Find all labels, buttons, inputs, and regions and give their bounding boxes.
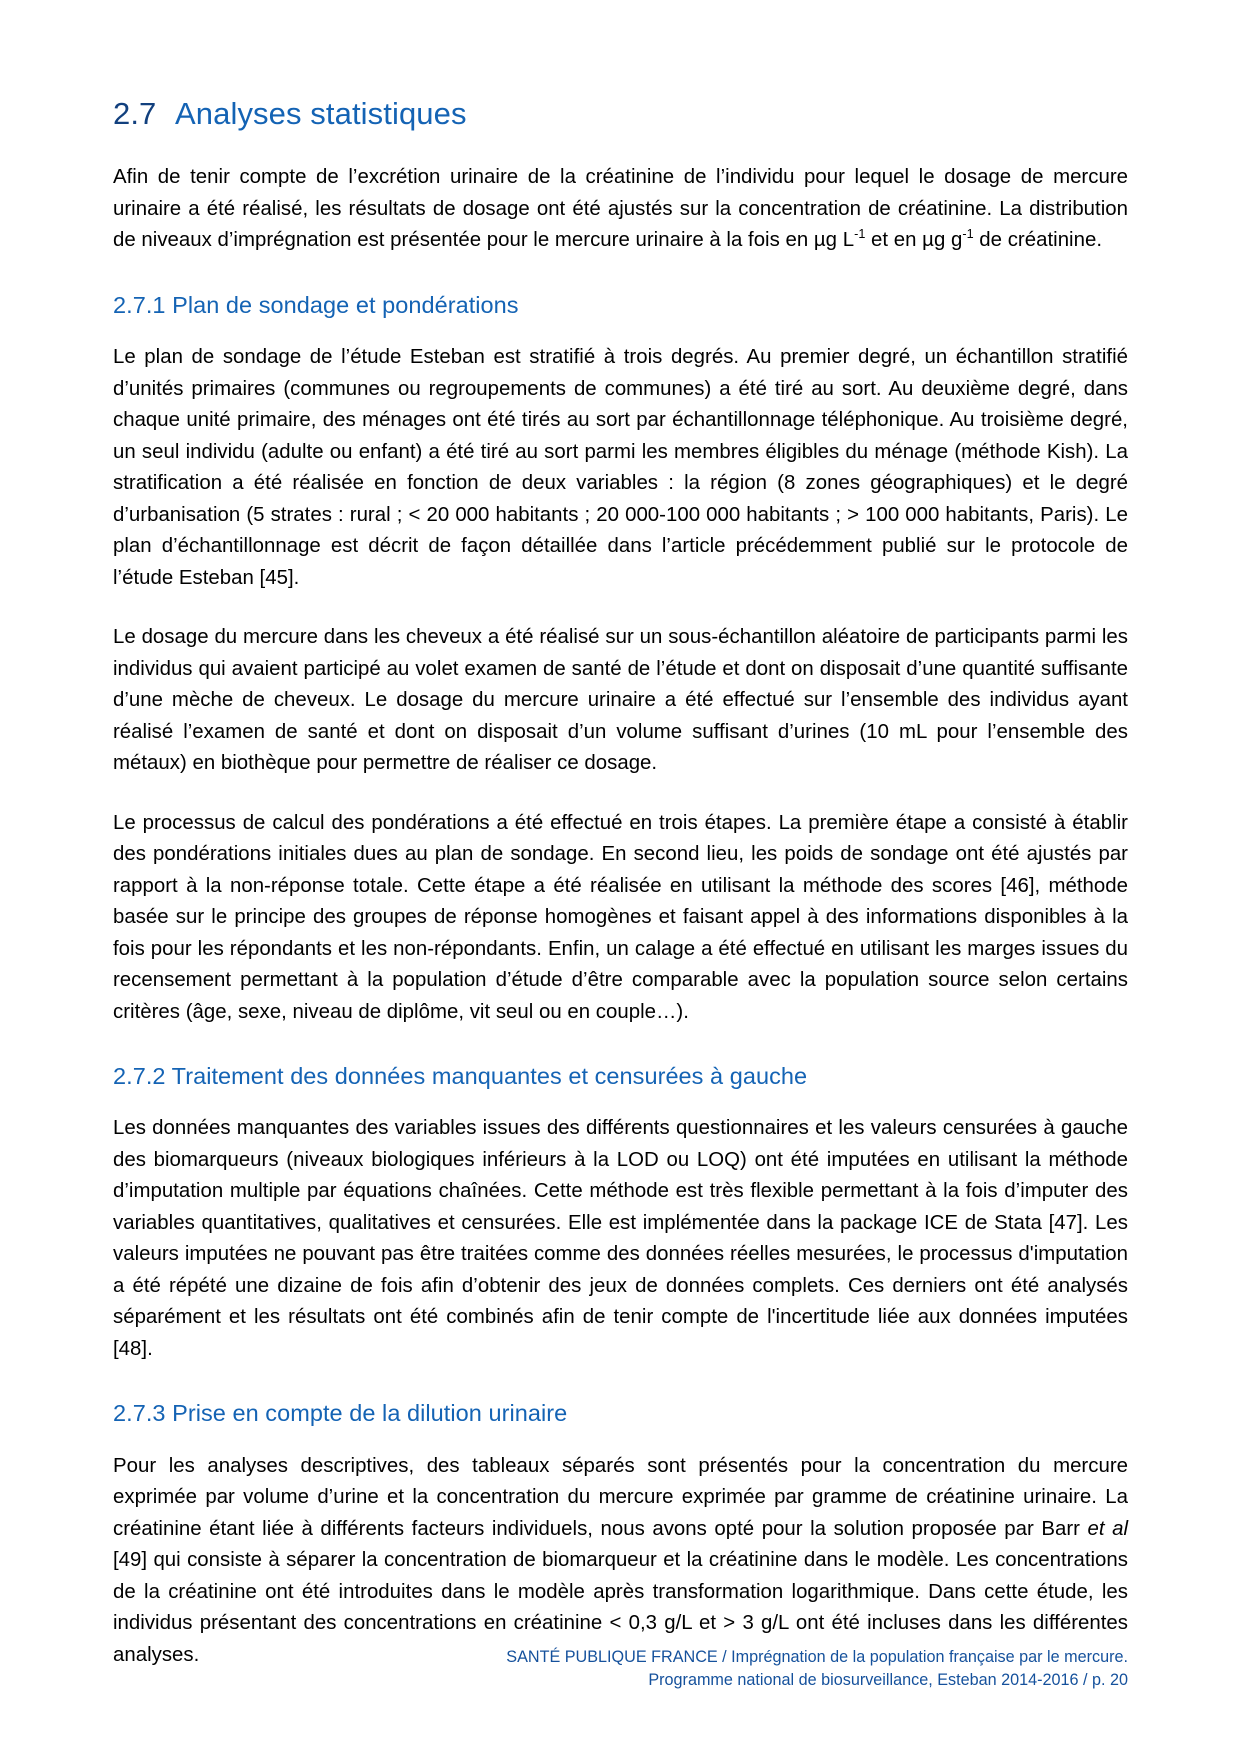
intro-text-part1: Afin de tenir compte de l’excrétion urinaire de la créatinine de l’individu pour lequel le dosage de mercure urinaire a été réalisé, les résultats de dosage ont été ajustés sur la concentration de créatinine. La distribution de niveaux d’imprégnation est présentée pour le mercure urinaire à la fois en µg L xyxy=(113,166,1128,252)
subsection-heading-272: 2.7.2 Traitement des données manquantes et censurées à gauche xyxy=(113,1063,808,1090)
page-footer xyxy=(506,1646,1128,1692)
intro-paragraph xyxy=(113,162,1128,257)
subsection-273-text-part1: Pour les analyses descriptives, des tableaux séparés sont présentés pour la concentration du mercure exprimée par volume d’urine et la concentration du mercure exprimée par gramme de créatinine urinaire. La créatinine étant liée à différents facteurs individuels, nous avons opté pour la solution proposée par Barr xyxy=(113,1454,1128,1540)
section-title: Analyses statistiques xyxy=(175,96,467,131)
subsection-heading-273: 2.7.3 Prise en compte de la dilution urinaire xyxy=(113,1400,568,1427)
subsection-271-paragraph-3: Le processus de calcul des pondérations a été effectué en trois étapes. La première étape a consisté à établir des pondérations initiales dues au plan de sondage. En second lieu, les poids de sondage ont été ajustés par rapport à la non-réponse totale. Cette étape a été réalisée en utilisant la méthode des scores [46], méthode basée sur le principe des groupes de réponse homogènes et faisant appel à des informations disponibles à la fois pour les répondants et les non-répondants. Enfin, un calage a été effectué en utilisant les marges issues du recensement permettant à la population d’étude d’être comparable avec la population source selon certains critères (âge, sexe, niveau de diplôme, vit seul ou en couple…). xyxy=(113,811,1128,1023)
intro-superscript-1: -1 xyxy=(854,227,866,242)
footer-line-2: Programme national de biosurveillance, Esteban 2014-2016 / p. 20 xyxy=(648,1671,1128,1689)
subsection-272-paragraph-1: Les données manquantes des variables issues des différents questionnaires et les valeurs censurées à gauche des biomarqueurs (niveaux biologiques inférieurs à la LOD ou LOQ) ont été imputées en utilisant la méthode d’imputation multiple par équations chaînées. Cette méthode est très flexible permettant à la fois d’imputer des variables quantitatives, qualitatives et censurées. Elle est implémentée dans la package ICE de Stata [47]. Les valeurs imputées ne pouvant pas être traitées comme des données réelles mesurées, le processus d'imputation a été répété une dizaine de fois afin d’obtenir des jeux de données complets. Ces derniers ont été analysés séparément et les résultats ont été combinés afin de tenir compte de l'incertitude liée aux données imputées [48]. xyxy=(113,1117,1128,1360)
subsection-heading-271: 2.7.1 Plan de sondage et pondérations xyxy=(113,291,519,318)
intro-text-part2: et en µg g xyxy=(865,229,963,252)
citation-et-al: et al xyxy=(1087,1517,1128,1540)
subsection-273-paragraph-1 xyxy=(113,1451,1128,1672)
footer-line-1: SANTÉ PUBLIQUE FRANCE / Imprégnation de la population française par le mercure. xyxy=(506,1648,1128,1666)
subsection-271-paragraph-2: Le dosage du mercure dans les cheveux a été réalisé sur un sous-échantillon aléatoire de participants parmi les individus qui avaient participé au volet examen de santé de l’étude et dont on disposait d’une quantité suffisante d’une mèche de cheveux. Le dosage du mercure urinaire a été effectué sur l’ensemble des individus ayant réalisé l’examen de santé et dont on disposait d’un volume suffisant d’urines (10 mL pour l’ensemble des métaux) en biothèque pour permettre de réaliser ce dosage. xyxy=(113,626,1128,775)
section-number: 2.7 xyxy=(113,96,157,131)
page-title xyxy=(113,95,1128,132)
intro-text-part3: de créatinine. xyxy=(973,229,1103,252)
subsection-271-paragraph-1: Le plan de sondage de l’étude Esteban est stratifié à trois degrés. Au premier degré, un échantillon stratifié d’unités primaires (communes ou regroupements de communes) a été tiré au sort. Au deuxième degré, dans chaque unité primaire, des ménages ont été tirés au sort par échantillonnage téléphonique. Au troisième degré, un seul individu (adulte ou enfant) a été tiré au sort parmi les membres éligibles du ménage (méthode Kish). La stratification a été réalisée en fonction de deux variables : la région (8 zones géographiques) et le degré d’urbanisation (5 strates : rural ; < 20 000 habitants ; 20 000-100 000 habitants ; > 100 000 habitants, Paris). Le plan d’échantillonnage est décrit de façon détaillée dans l’article précédemment publié sur le protocole de l’étude Esteban [45]. xyxy=(113,346,1128,589)
intro-superscript-2: -1 xyxy=(962,227,974,242)
subsection-273-text-part2: [49] qui consiste à séparer la concentration de biomarqueur et la créatinine dans le modèle. Les concentrations de la créatinine ont été introduites dans le modèle après transformation logarithmique. Dans cette étude, les individus présentant des concentrations en créatinine < 0,3 g/L et > 3 g/L ont été incluses dans les différentes analyses. xyxy=(113,1549,1128,1666)
